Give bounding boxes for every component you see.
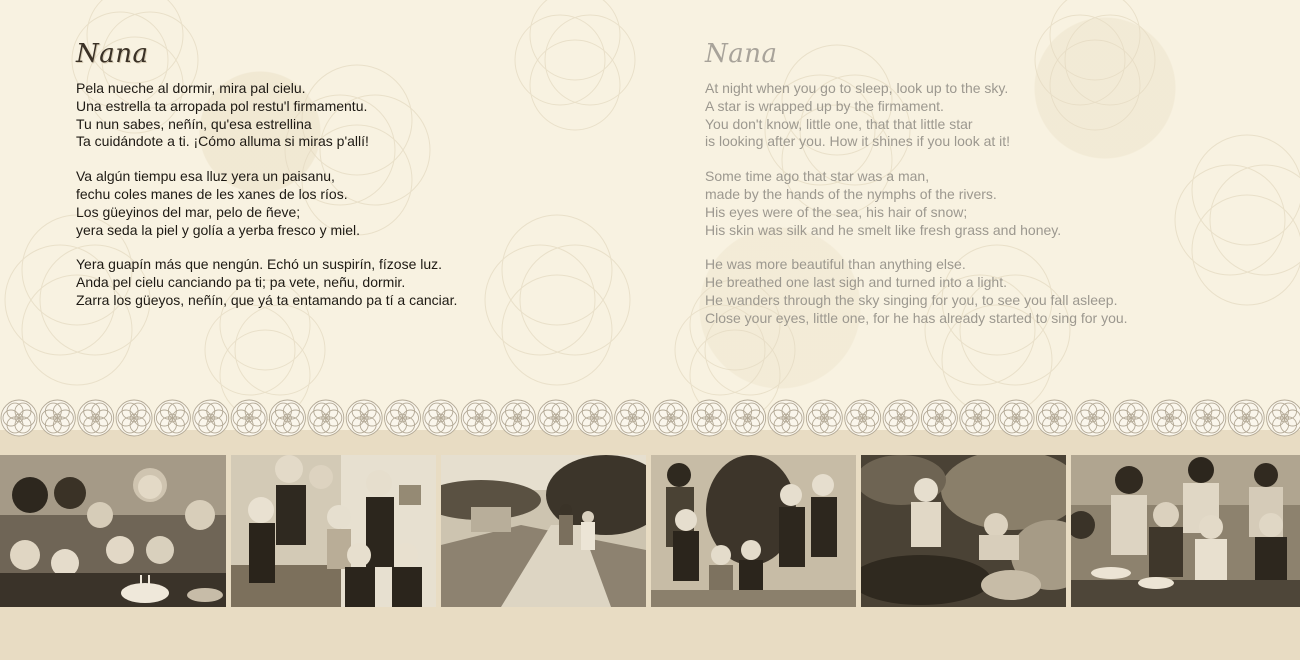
- stanza-3: [76, 256, 636, 309]
- flower-ornament: [193, 400, 229, 436]
- lyric-line: Zarra los güeyos, neñín, que yá ta entamando pa tí a canciar.: [76, 291, 458, 308]
- lyric-line: His skin was silk and he smelt like fresh grass and honey.: [705, 221, 1062, 238]
- flower-ornament: [730, 400, 766, 436]
- lyric-line: is looking after you. How it shines if you look at it!: [705, 133, 1011, 150]
- flower-ornament: [500, 400, 536, 436]
- lyric-line: He wanders through the sky singing for you, to see you fall asleep.: [705, 291, 1118, 308]
- lyric-line: His eyes were of the sea, his hair of snow;: [705, 203, 968, 220]
- flower-ornament: [921, 400, 957, 436]
- flower-border: [0, 392, 1300, 440]
- photo-family-table: [1071, 455, 1300, 607]
- flower-ornament: [1267, 400, 1300, 436]
- stanza-2: [705, 168, 1265, 239]
- english-lyrics: [705, 38, 1265, 345]
- lyric-line: Va algún tiempu esa lluz yera un paisanu,: [76, 168, 335, 185]
- flower-ornament: [39, 400, 75, 436]
- flower-ornament: [1113, 400, 1149, 436]
- lyric-line: You don't know, little one, that that little star: [705, 115, 973, 132]
- photo-strip: [0, 455, 1300, 607]
- flower-ornament: [423, 400, 459, 436]
- flower-ornament: [461, 400, 497, 436]
- lyric-line: Some time ago that star was a man,: [705, 168, 930, 185]
- flower-ornament: [1152, 400, 1188, 436]
- flower-ornament: [806, 400, 842, 436]
- asturian-lyrics: [76, 38, 636, 327]
- lyric-line: yera seda la piel y golía a yerba fresco y miel.: [76, 221, 361, 238]
- flower-ornament: [78, 400, 114, 436]
- photo-girls-tree: [651, 455, 856, 607]
- flower-ornament: [998, 400, 1034, 436]
- lyric-line: Los güeyinos del mar, pelo de ñeve;: [76, 203, 301, 220]
- photo-dirt-path: [441, 455, 646, 607]
- photo-birthday: [0, 455, 226, 607]
- photo-river-rocks: [861, 455, 1066, 607]
- lyrics-title-translation: Nana: [705, 39, 778, 69]
- flower-ornament: [576, 400, 612, 436]
- lyric-line: Tu nun sabes, neñín, qu'esa estrellina: [76, 115, 312, 132]
- flower-ornament: [1190, 400, 1226, 436]
- flower-ornament: [768, 400, 804, 436]
- stanza-2: [76, 168, 636, 239]
- flower-ornament: [653, 400, 689, 436]
- lyric-line: Ta cuidándote a ti. ¡Cómo alluma si miras p'allí!: [76, 133, 369, 150]
- flower-ornament: [154, 400, 190, 436]
- photo-girls-uniforms: [231, 455, 436, 607]
- flower-ornament: [538, 400, 574, 436]
- flower-ornament: [960, 400, 996, 436]
- lyrics-title: Nana: [76, 39, 149, 69]
- flower-ornament: [269, 400, 305, 436]
- flower-ornament: [1075, 400, 1111, 436]
- lyric-line: A star is wrapped up by the firmament.: [705, 97, 944, 114]
- stanza-1: [705, 80, 1265, 151]
- lyric-line: At night when you go to sleep, look up to the sky.: [705, 80, 1009, 96]
- stanza-3: [705, 256, 1265, 327]
- lyric-line: fechu coles manes de les xanes de los ríos.: [76, 185, 348, 202]
- stanza-1: [76, 80, 636, 151]
- flower-ornament: [691, 400, 727, 436]
- flower-ornament: [883, 400, 919, 436]
- lyric-line: He was more beautiful than anything else.: [705, 256, 966, 273]
- lyric-line: Pela nueche al dormir, mira pal cielu.: [76, 80, 306, 96]
- flower-ornament: [385, 400, 421, 436]
- flower-ornament: [308, 400, 344, 436]
- flower-ornament: [1228, 400, 1264, 436]
- lyric-line: Anda pel cielu canciando pa ti; pa vete, neñu, dormir.: [76, 274, 406, 291]
- flower-ornament: [116, 400, 152, 436]
- lyric-line: Close your eyes, little one, for he has already started to sing for you.: [705, 309, 1128, 326]
- flower-ornament: [346, 400, 382, 436]
- lyric-line: Una estrella ta arropada pol restu'l firmamentu.: [76, 97, 368, 114]
- lyric-line: made by the hands of the nymphs of the rivers.: [705, 185, 997, 202]
- flower-ornament: [1036, 400, 1072, 436]
- flower-ornament: [231, 400, 267, 436]
- lyric-line: Yera guapín más que nengún. Echó un suspirín, fízose luz.: [76, 256, 443, 273]
- flower-ornament: [615, 400, 651, 436]
- flower-ornament: [1, 400, 37, 436]
- lyric-line: He breathed one last sigh and turned into a light.: [705, 274, 1007, 291]
- flower-ornament: [845, 400, 881, 436]
